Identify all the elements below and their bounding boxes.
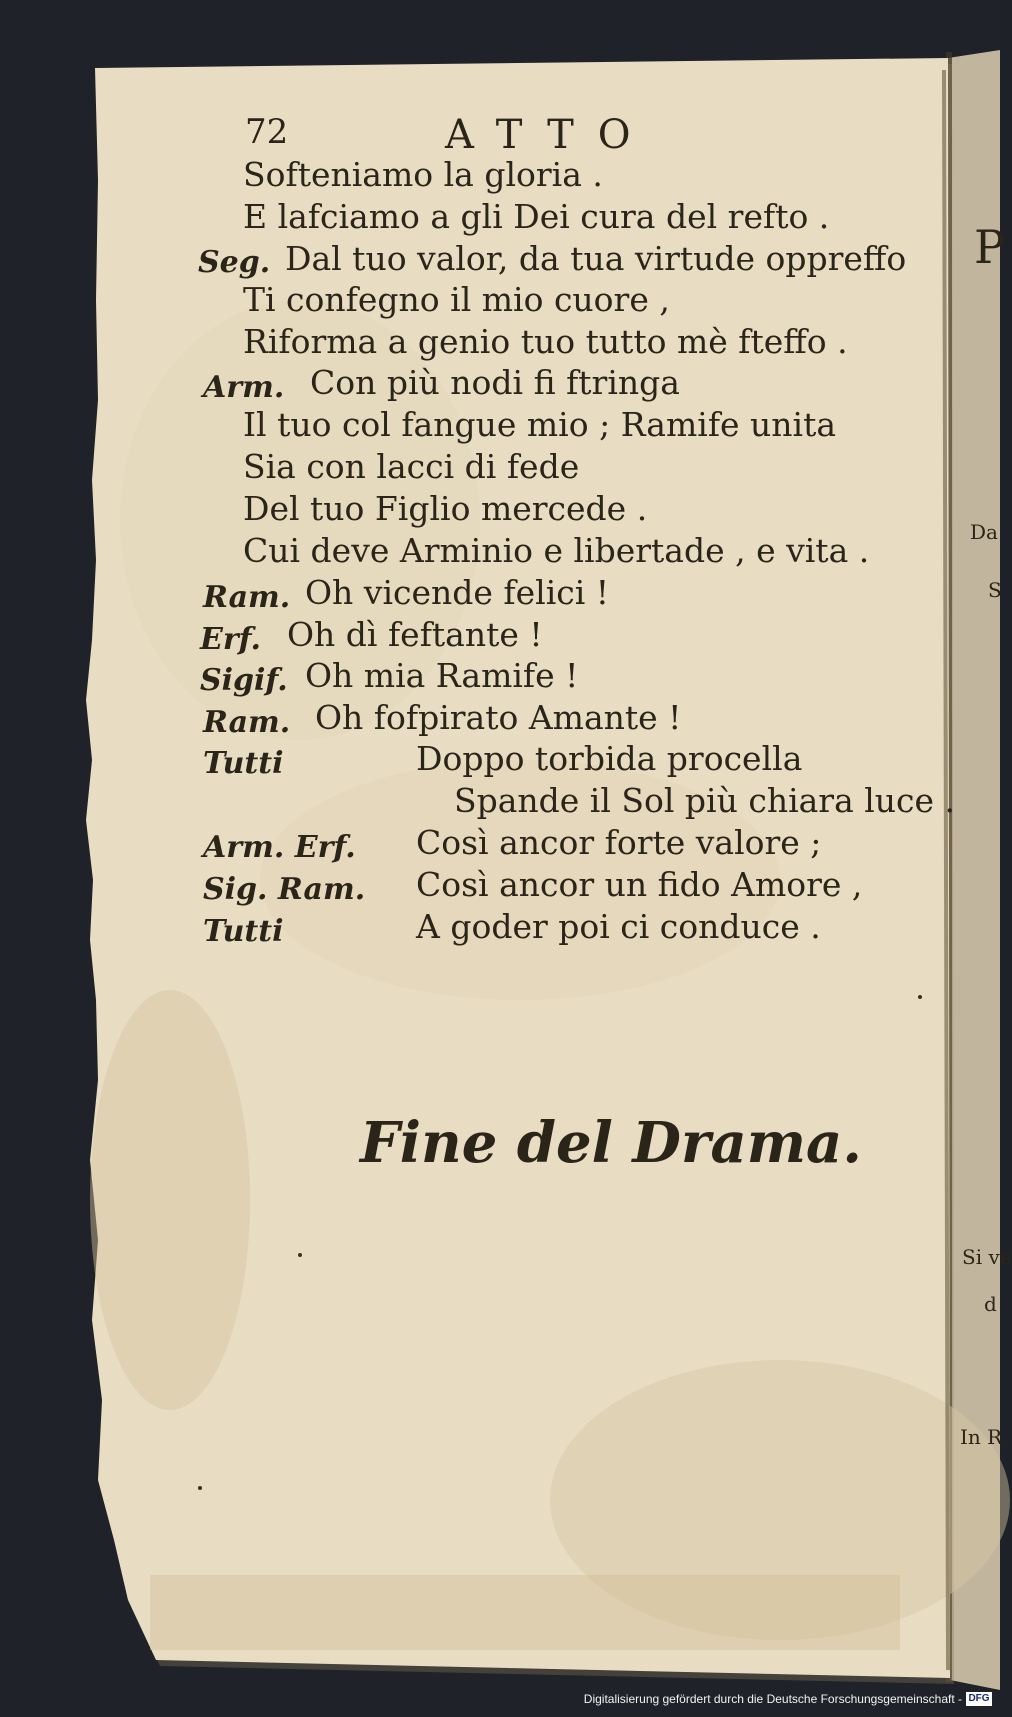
speaker-label: Erf. [200,622,261,657]
speaker-label: Ram. [203,580,291,615]
speaker-label: Arm. Erf. [203,830,356,865]
text-line: Spande il Sol più chiara luce . [454,781,956,820]
speaker-label: Arm. [203,370,285,405]
speaker-label: Ram. [203,705,291,740]
text-line: Con più nodi fi ftringa [310,363,680,402]
text-line: Oh vicende felici ! [305,573,610,612]
speaker-label: Sig. Ram. [203,872,366,907]
footer-credit: Digitalisierung gefördert durch die Deutsche Forschungsgemeinschaft - [583,1692,962,1706]
text-line: Doppo torbida procella [416,739,803,778]
speaker-label: Seg. [198,245,271,280]
text-line: Dal tuo valor, da tua virtude oppreffo [285,239,907,278]
text-line: Riforma a genio tuo tutto mè fteffo . [243,322,848,361]
text-line: Oh fofpirato Amante ! [315,698,682,737]
running-head: ATTO [445,112,655,158]
dfg-logo: DFG [966,1692,992,1706]
next-page-fragment: Da [970,520,998,544]
text-line: Così ancor un fido Amore , [416,865,863,904]
speaker-label: Tutti [203,914,284,949]
closing-title: Fine del Drama. [360,1110,862,1176]
next-page-fragment: d [984,1292,997,1316]
text-line: Ti confegno il mio cuore , [243,280,670,319]
text-line: E lafciamo a gli Dei cura del refto . [243,197,830,236]
next-page-fragment: In R [960,1425,1003,1449]
next-page-fragment: P [974,220,1005,274]
next-page-fragment: S [988,578,1002,602]
page-number: 72 [245,112,289,152]
speaker-label: Tutti [203,746,284,781]
text-line: A goder poi ci conduce . [416,907,821,946]
text-line: Il tuo col fangue mio ; Ramife unita [243,405,837,444]
text-line: Così ancor forte valore ; [416,823,822,862]
next-page-fragment: Si ve [962,1245,1012,1269]
text-line: Sia con lacci di fede [243,447,580,486]
text-line: Oh mia Ramife ! [305,656,579,695]
text-line: Oh dì feftante ! [287,615,543,654]
text-line: Del tuo Figlio mercede . [243,489,648,528]
speaker-label: Sigif. [200,663,288,698]
text-line: Softeniamo la gloria . [243,155,603,194]
text-line: Cui deve Arminio e libertade , e vita . [243,531,870,570]
